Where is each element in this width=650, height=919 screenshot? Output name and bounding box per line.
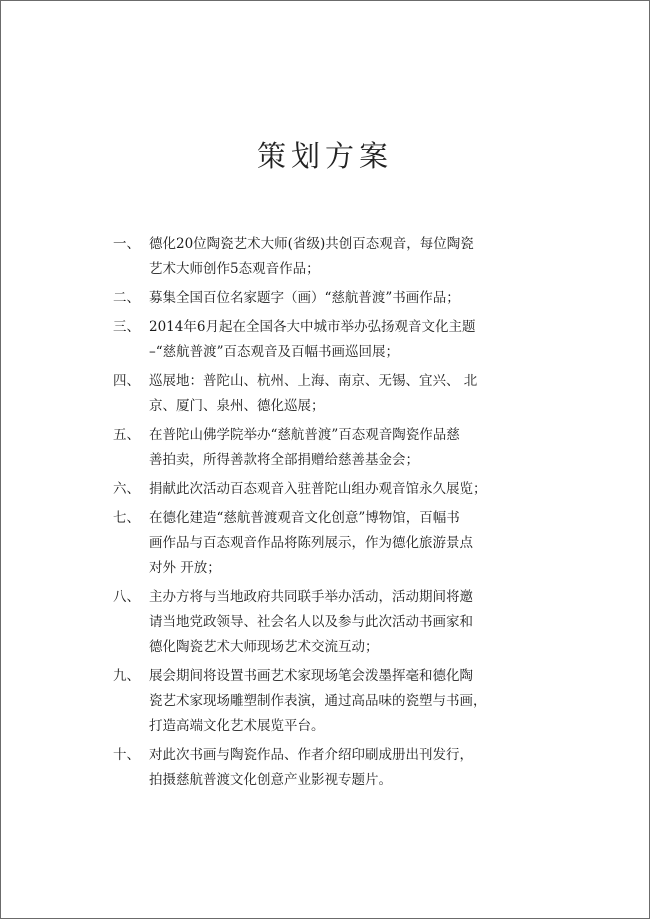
plan-item-text-line: 艺术大师创作5态观音作品； bbox=[149, 261, 320, 277]
plan-item-number: 九、 bbox=[113, 668, 140, 684]
plan-item-text-line: 对此次书画与陶瓷作品、作者介绍印刷成册出刊发行， bbox=[149, 747, 473, 763]
plan-item bbox=[113, 585, 553, 660]
plan-item-text-line: 京、厦门、泉州、德化巡展； bbox=[149, 398, 325, 414]
plan-item bbox=[113, 286, 553, 311]
plan-item-number: 一、 bbox=[113, 236, 140, 252]
plan-item-number: 三、 bbox=[113, 319, 140, 335]
plan-item-text-line: 在德化建造“慈航普渡观音文化创意”博物馆，百幅书 bbox=[149, 510, 460, 526]
plan-item-text-line: 德化陶瓷艺术大师现场艺术交流互动； bbox=[149, 639, 379, 655]
plan-item bbox=[113, 477, 553, 502]
plan-item-number: 七、 bbox=[113, 510, 140, 526]
plan-item-text-line: 2014年6月起在全国各大中城市举办弘扬观音文化主题 bbox=[149, 319, 476, 335]
plan-item-text-line: 请当地党政领导、社会名人以及参与此次活动书画家和 bbox=[149, 614, 473, 630]
plan-item bbox=[113, 369, 553, 419]
plan-item-text-line: 巡展地：普陀山、杭州、上海、南京、无锡、宜兴、 北 bbox=[149, 373, 478, 389]
plan-item-text-line: 在普陀山佛学院举办“慈航普渡”百态观音陶瓷作品慈 bbox=[149, 427, 460, 443]
plan-item-number: 二、 bbox=[113, 290, 140, 306]
plan-item-number: 四、 bbox=[113, 373, 140, 389]
plan-item-text-line: 善拍卖，所得善款将全部捐赠给慈善基金会； bbox=[149, 452, 419, 468]
plan-item bbox=[113, 423, 553, 473]
plan-item-text-line: 募集全国百位名家题字（画）“慈航普渡”书画作品； bbox=[149, 290, 460, 306]
plan-item-text-line: 对外 开放； bbox=[149, 560, 221, 576]
plan-item-number: 十、 bbox=[113, 747, 140, 763]
plan-item-number: 六、 bbox=[113, 481, 140, 497]
plan-item-number: 五、 bbox=[113, 427, 140, 443]
plan-item bbox=[113, 664, 553, 739]
plan-item bbox=[113, 315, 553, 365]
plan-item-text-line: 打造高端文化艺术展览平台。 bbox=[149, 718, 325, 734]
plan-item bbox=[113, 232, 553, 282]
plan-list bbox=[113, 232, 553, 797]
plan-item-number: 八、 bbox=[113, 589, 140, 605]
plan-item-text-line: 主办方将与当地政府共同联手举办活动，活动期间将邀 bbox=[149, 589, 473, 605]
page-title: 策划方案 bbox=[256, 139, 393, 173]
plan-item-text-line: 捐献此次活动百态观音入驻普陀山组办观音馆永久展览； bbox=[149, 481, 487, 497]
plan-item-text-line: –“慈航普渡”百态观音及百幅书画巡回展； bbox=[149, 344, 400, 360]
plan-item-text-line: 德化20位陶瓷艺术大师(省级)共创百态观音，每位陶瓷 bbox=[149, 236, 474, 252]
plan-item-text-line: 拍摄慈航普渡文化创意产业影视专题片。 bbox=[149, 772, 392, 788]
plan-item bbox=[113, 506, 553, 581]
plan-item-text-line: 画作品与百态观音作品将陈列展示，作为德化旅游景点 bbox=[149, 535, 473, 551]
plan-item-text-line: 展会期间将设置书画艺术家现场笔会泼墨挥毫和德化陶 bbox=[149, 668, 473, 684]
plan-item bbox=[113, 743, 553, 793]
plan-item-text-line: 瓷艺术家现场雕塑制作表演，通过高品味的瓷塑与书画， bbox=[149, 693, 487, 709]
